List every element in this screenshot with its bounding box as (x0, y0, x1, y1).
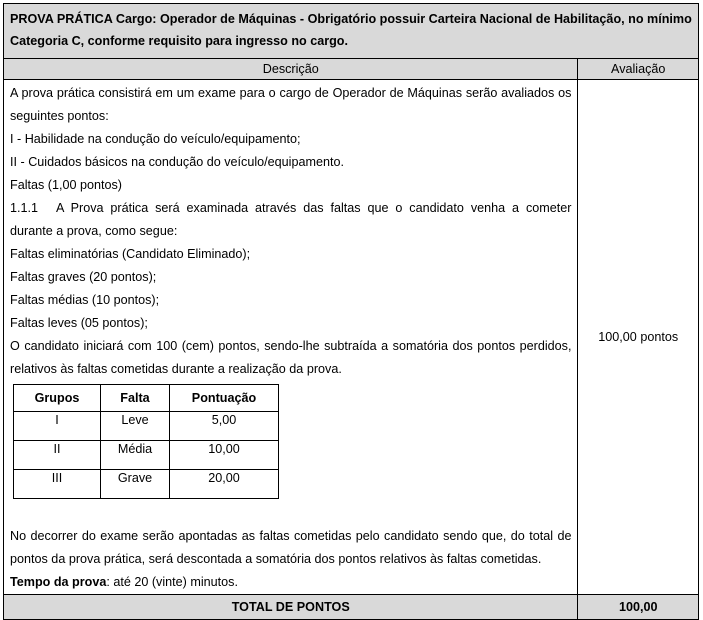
table-row (14, 412, 279, 441)
sub-item-paragraph (10, 197, 571, 243)
table-row (14, 441, 279, 470)
sub-item-number: 1.1.1 (10, 201, 39, 215)
penalty-header-grupos: Grupos (14, 385, 101, 412)
column-avaliacao: Avaliação (578, 59, 699, 80)
faltas-eliminatorias: Faltas eliminatórias (Candidato Eliminado); (10, 247, 251, 261)
faltas-graves: Faltas graves (20 pontos); (10, 270, 157, 284)
penalty-falta: Média (101, 441, 170, 470)
column-header-row (4, 59, 699, 80)
decorrer-paragraph: No decorrer do exame serão apontadas as faltas cometidas pelo candidato sendo que, do total de pontos da prova prática, será descontada a somatória dos pontos relativos às faltas cometidas. (10, 529, 572, 566)
candidato-paragraph: O candidato iniciará com 100 (cem) pontos, sendo-lhe subtraída a somatória dos pontos perdidos, relativos às faltas cometidas durante a realização da prova. (10, 339, 572, 376)
exam-table (3, 3, 699, 620)
tempo-da-prova (10, 571, 571, 594)
penalty-grupo: I (14, 412, 101, 441)
penalty-table (13, 384, 279, 499)
content-row (4, 80, 699, 595)
penalty-falta: Leve (101, 412, 170, 441)
penalty-pontuacao: 10,00 (170, 441, 279, 470)
header-row (4, 4, 699, 59)
evaluation-cell: 100,00 pontos (578, 80, 699, 595)
penalty-pontuacao: 5,00 (170, 412, 279, 441)
sub-item-text: A Prova prática será examinada através das faltas que o candidato venha a cometer durante a prova, como segue: (10, 201, 572, 238)
penalty-falta: Grave (101, 470, 170, 499)
penalty-table-header (14, 385, 279, 412)
item-1: I - Habilidade na condução do veículo/equipamento; (10, 132, 301, 146)
penalty-grupo: II (14, 441, 101, 470)
intro-paragraph: A prova prática consistirá em um exame para o cargo de Operador de Máquinas serão avaliados os seguintes pontos: (10, 86, 572, 123)
penalty-grupo: III (14, 470, 101, 499)
description-cell (4, 80, 578, 595)
exam-title: PROVA PRÁTICA Cargo: Operador de Máquinas - Obrigatório possuir Carteira Nacional de Habilitação, no mínimo Categoria C, conforme requisito para ingresso no cargo. (4, 4, 699, 59)
item-2: II - Cuidados básicos na condução do veículo/equipamento. (10, 155, 344, 169)
penalty-header-falta: Falta (101, 385, 170, 412)
faltas-leves: Faltas leves (05 pontos); (10, 316, 148, 330)
total-value: 100,00 (578, 595, 699, 620)
table-row (14, 470, 279, 499)
column-descricao: Descrição (4, 59, 578, 80)
total-label: TOTAL DE PONTOS (4, 595, 578, 620)
total-row (4, 595, 699, 620)
spacer (10, 499, 571, 525)
faltas-heading: Faltas (1,00 pontos) (10, 178, 123, 192)
faltas-medias: Faltas médias (10 pontos); (10, 293, 160, 307)
tempo-value: : até 20 (vinte) minutos. (106, 575, 238, 589)
penalty-pontuacao: 20,00 (170, 470, 279, 499)
tempo-label: Tempo da prova (10, 575, 107, 589)
penalty-header-pontuacao: Pontuação (170, 385, 279, 412)
